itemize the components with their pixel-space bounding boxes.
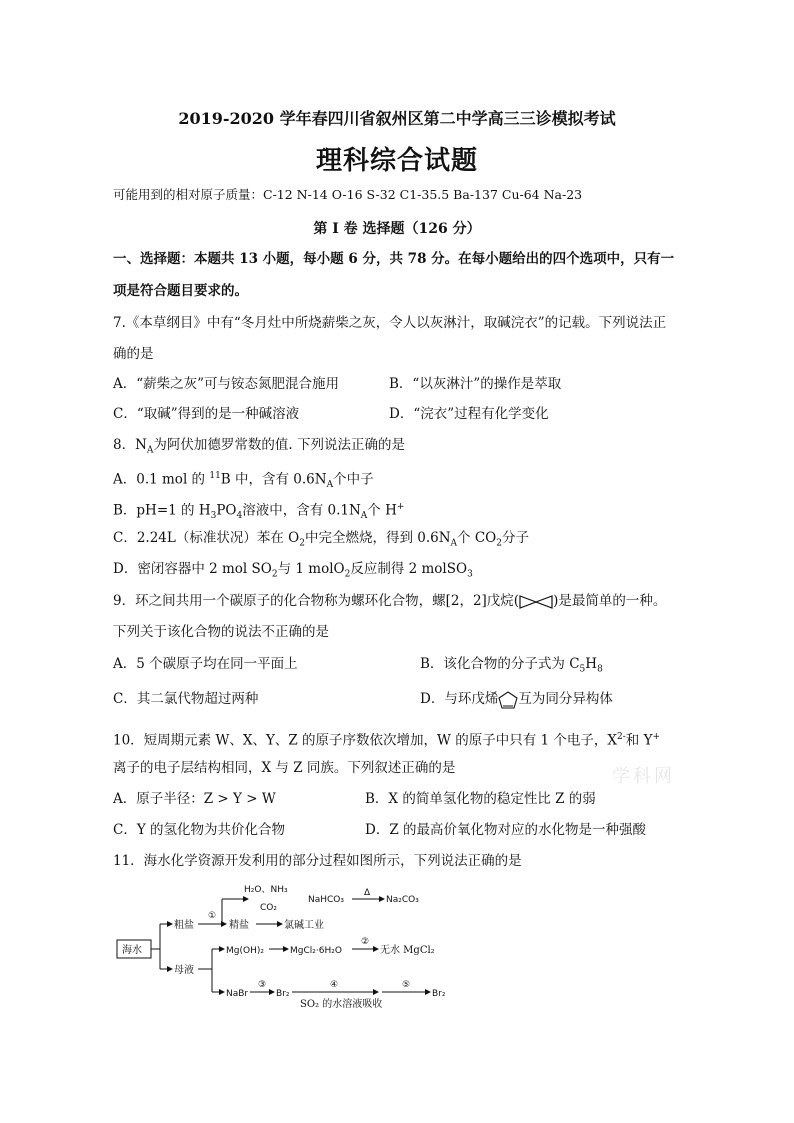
- q7-option-a: A．“薪柴之灰”可与铵态氮肥混合施用: [113, 376, 340, 392]
- seawater-label: 海水: [122, 945, 142, 956]
- spiropentane-structure-icon: [519, 594, 553, 610]
- q9-option-d: D．与环戊烯 互为同分异构体: [420, 691, 613, 707]
- step-2: ②: [361, 937, 370, 947]
- br2-label-b: Br₂: [432, 989, 446, 999]
- q10-stem-line1: 10．短周期元素 W、X、Y、Z 的原子序数依次增加，W 的原子中只有 1 个电子，$X^{2-}$和 Y+: [113, 732, 661, 749]
- crude-salt-label: 粗盐: [174, 920, 194, 931]
- step-3: ③: [258, 980, 267, 990]
- heat-delta: Δ: [364, 888, 371, 898]
- mgcl2-hydrate-label: MgCl₂·6H₂O: [290, 946, 342, 956]
- so2-absorb-label: SO₂ 的水溶液吸收: [300, 999, 383, 1010]
- instructions-line1: 一、选择题：本题共 13 小题，每小题 6 分，共 78 分。在每小题给出的四个选项中，只有一: [113, 251, 675, 267]
- step-5: ⑤: [402, 980, 411, 990]
- step-1: ①: [208, 911, 217, 921]
- q7-option-c: C．“取碱”得到的是一种碱溶液: [113, 406, 300, 422]
- nabr-label: NaBr: [226, 989, 249, 999]
- q10-option-b: B．X 的简单氢化物的稳定性比 Z 的弱: [365, 791, 596, 807]
- cyclopentene-structure-icon: [498, 691, 518, 709]
- q10-option-c: C．Y 的氢化物为共价化合物: [113, 822, 286, 838]
- q8-option-a: A．0.1 mol 的 $^{11}$B 中，含有 $0.6N_A$个中子: [113, 471, 374, 491]
- mother-liquor-label: 母液: [174, 965, 194, 976]
- na2co3-label: Na₂CO₃: [386, 895, 419, 905]
- q7-stem-line2: 确的是: [113, 346, 154, 362]
- refined-salt-label: 精盐: [229, 920, 249, 931]
- q10-option-d: D．Z 的最高价氧化物对应的水化物是一种强酸: [365, 822, 646, 838]
- reagents-top: H₂O、NH₃: [244, 885, 288, 895]
- chlor-alkali-label: 氯碱工业: [284, 920, 324, 931]
- instructions-line2: 项是符合题目要求的。: [113, 283, 248, 299]
- mgoh2-label: Mg(OH)₂: [226, 946, 264, 956]
- q9-option-a: A．5 个碳原子均在同一平面上: [113, 656, 298, 672]
- exam-title: 理科综合试题: [315, 146, 478, 176]
- step-4: ④: [330, 980, 339, 990]
- atomic-masses: 可能用到的相对原子质量：C-12 N-14 O-16 S-32 C1-35.5 Ba-137 Cu-64 Na-23: [113, 187, 583, 202]
- watermark: 学科网: [612, 766, 675, 787]
- q8-option-b: B．pH=1 的 $H_3PO_4$溶液中，含有 $0.1N_A$个 H+: [113, 502, 405, 522]
- q11-stem: 11．海水化学资源开发利用的部分过程如图所示，下列说法正确的是: [113, 853, 522, 869]
- section-title: 第 I 卷 选择题（126 分）: [313, 221, 481, 237]
- q9-option-b: B．该化合物的分子式为 $C_5H_8$: [420, 656, 603, 675]
- q9-option-c: C．其二氯代物超过两种: [113, 691, 259, 707]
- q10-option-a: A．原子半径：Z > Y > W: [113, 791, 276, 807]
- exam-subtitle: 2019-2020 学年春四川省叙州区第二中学高三三诊模拟考试: [178, 109, 616, 128]
- q9-stem-line1: 9．环之间共用一个碳原子的化合物称为螺环化合物，螺[2，2]戊烷( )是最简单的一种。: [113, 593, 667, 609]
- q10-stem-line2: 离子的电子层结构相同，X 与 Z 同族。下列叙述正确的是: [113, 760, 456, 776]
- q8-option-d: D．密闭容器中 2 mol $SO_2$与 1 molO$_2$反应制得 2 molSO$_3$: [113, 561, 473, 580]
- q8-stem: 8．$N_A$为阿伏加德罗常数的值. 下列说法正确的是: [113, 437, 405, 456]
- br2-label-a: Br₂: [276, 989, 290, 999]
- anhydrous-mgcl2-label: 无水 MgCl₂: [380, 945, 435, 956]
- q8-option-c: C．2.24L（标准状况）苯在 $O_2$中完全燃烧，得到 $0.6N_A$个 $CO_2$分子: [113, 530, 529, 549]
- seawater-flow-diagram: [116, 884, 446, 1014]
- nahco3-label: NaHCO₃: [308, 895, 344, 905]
- q7-option-d: D．“浣衣”过程有化学变化: [389, 406, 549, 422]
- reagents-co2: CO₂: [260, 903, 277, 913]
- q9-stem-line2: 下列关于该化合物的说法不正确的是: [113, 624, 329, 640]
- q7-option-b: B．“以灰淋汁”的操作是萃取: [389, 376, 562, 392]
- q7-stem-line1: 7.《本草纲目》中有“冬月灶中所烧薪柴之灰，令人以灰淋汁，取碱浣衣”的记载。下列说法正: [113, 315, 667, 331]
